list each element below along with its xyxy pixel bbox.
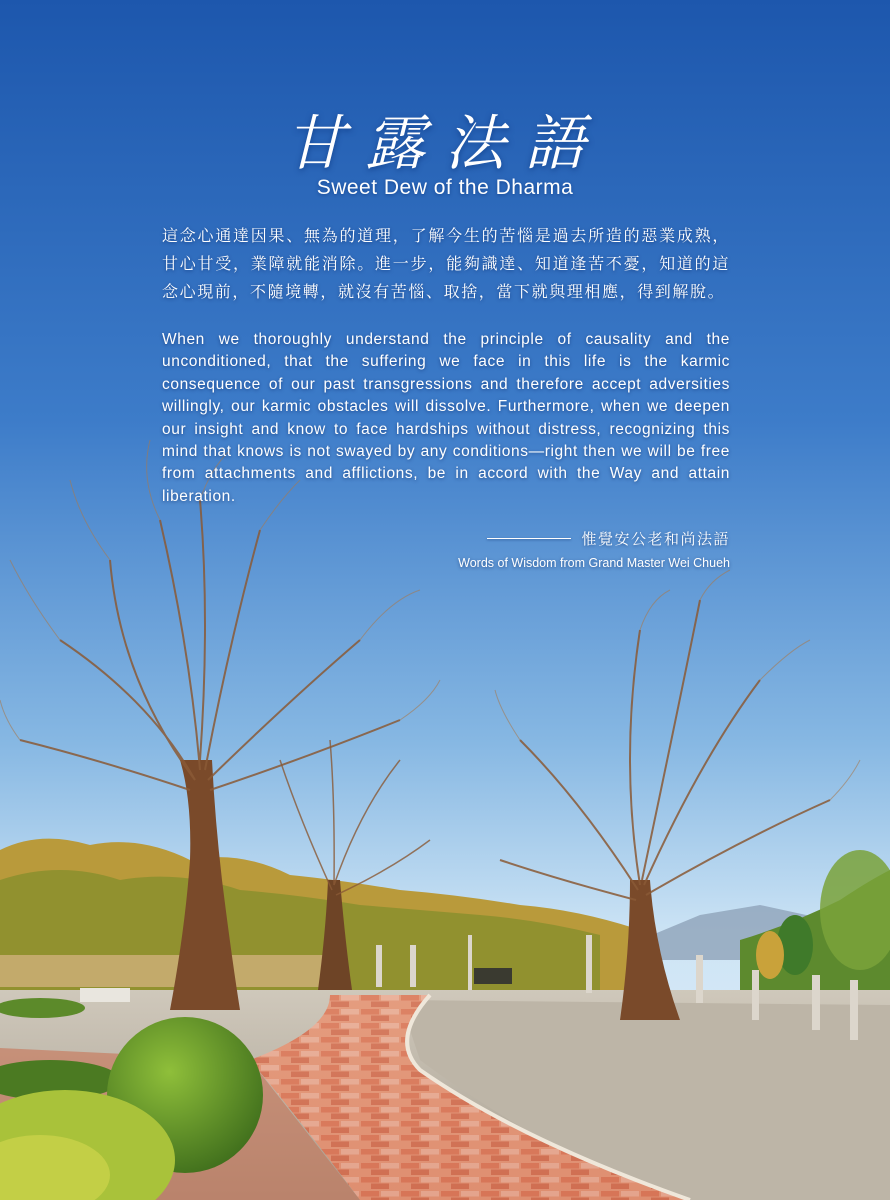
- attribution-chinese: [487, 528, 730, 549]
- dharma-text-english: When we thoroughly understand the principle of causality and the unconditioned, that the suffering we face in this life is the karmic consequence of our past transgressions and therefore accept adversities willingly, our karmic obstacles will dissolve. Furthermore, when we deepen our insight and know to face hardships without distress, recognizing this mind that knows is not swayed by any conditions—right then we will be free from attachments and afflictions, be in accord with the Way and attain liberation.: [162, 331, 730, 505]
- attribution-english: Words of Wisdom from Grand Master Wei Chueh: [458, 556, 730, 570]
- page-title-chinese: 甘露法語: [285, 109, 605, 179]
- dharma-text-chinese: 這念心通達因果、無為的道理，了解今生的苦惱是過去所造的惡業成熟，甘心甘受，業障就能消除。進一步，能夠識達、知道逢苦不憂，知道的這念心現前，不隨境轉，就沒有苦惱、取捨，當下就與理相應，得到解脫。: [162, 226, 730, 301]
- attribution-dash-line: [487, 538, 571, 539]
- page-title-english: Sweet Dew of the Dharma: [316, 176, 574, 199]
- attribution-chinese-text: 惟覺安公老和尚法語: [581, 530, 730, 548]
